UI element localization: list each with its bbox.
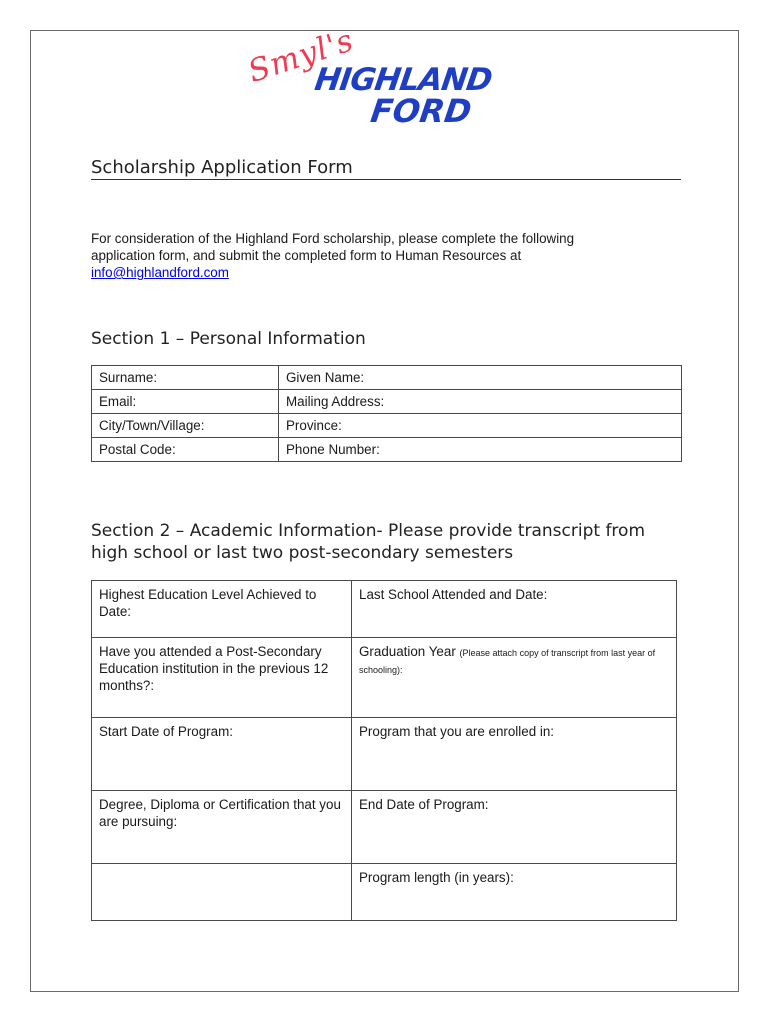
education-level-field[interactable]: Highest Education Level Achieved to Date:: [92, 581, 352, 638]
start-date-field[interactable]: Start Date of Program:: [92, 718, 352, 791]
section2-heading: Section 2 – Academic Information- Please provide transcript from high school or last two post-secondary semesters: [91, 521, 646, 563]
hr-email-link[interactable]: info@highlandford.com: [91, 265, 229, 280]
logo-script-text: Smyl's: [243, 22, 359, 91]
personal-info-table: [91, 365, 682, 462]
program-enrolled-field[interactable]: Program that you are enrolled in:: [352, 718, 677, 791]
end-date-field[interactable]: End Date of Program:: [352, 791, 677, 864]
logo-highland-text: HIGHLAND: [312, 62, 494, 98]
academic-info-table: [91, 580, 677, 921]
phone-number-field[interactable]: Phone Number:: [279, 438, 682, 462]
province-field[interactable]: Province:: [279, 414, 682, 438]
transcript-note: (Please attach copy of transcript from last year of schooling):: [359, 648, 656, 675]
degree-field[interactable]: Degree, Diploma or Certification that you are pursuing:: [92, 791, 352, 864]
section1-heading: Section 1 – Personal Information: [91, 329, 366, 349]
graduation-year-field[interactable]: [352, 638, 677, 718]
table-row: [92, 864, 677, 921]
table-row: [92, 390, 682, 414]
mailing-address-field[interactable]: Mailing Address:: [279, 390, 682, 414]
table-row: [92, 638, 677, 718]
program-length-field[interactable]: Program length (in years):: [352, 864, 677, 921]
email-field[interactable]: Email:: [92, 390, 279, 414]
table-row: [92, 414, 682, 438]
postal-code-field[interactable]: Postal Code:: [92, 438, 279, 462]
city-field[interactable]: City/Town/Village:: [92, 414, 279, 438]
intro-text: For consideration of the Highland Ford scholarship, please complete the following application form, and submit the completed form to Human Resources at: [91, 231, 575, 263]
logo-ford-text: FORD: [368, 92, 474, 130]
last-school-field[interactable]: Last School Attended and Date:: [352, 581, 677, 638]
given-name-field[interactable]: Given Name:: [279, 366, 682, 390]
table-row: [92, 438, 682, 462]
surname-field[interactable]: Surname:: [92, 366, 279, 390]
empty-cell[interactable]: [92, 864, 352, 921]
table-row: [92, 791, 677, 864]
post-secondary-field[interactable]: Have you attended a Post-Secondary Education institution in the previous 12 months?:: [92, 638, 352, 718]
form-title: Scholarship Application Form: [91, 156, 681, 180]
intro-paragraph: [91, 230, 631, 281]
table-row: [92, 581, 677, 638]
highland-ford-logo: [243, 22, 495, 130]
graduation-year-label: Graduation Year: [359, 644, 456, 659]
table-row: [92, 718, 677, 791]
table-row: [92, 366, 682, 390]
